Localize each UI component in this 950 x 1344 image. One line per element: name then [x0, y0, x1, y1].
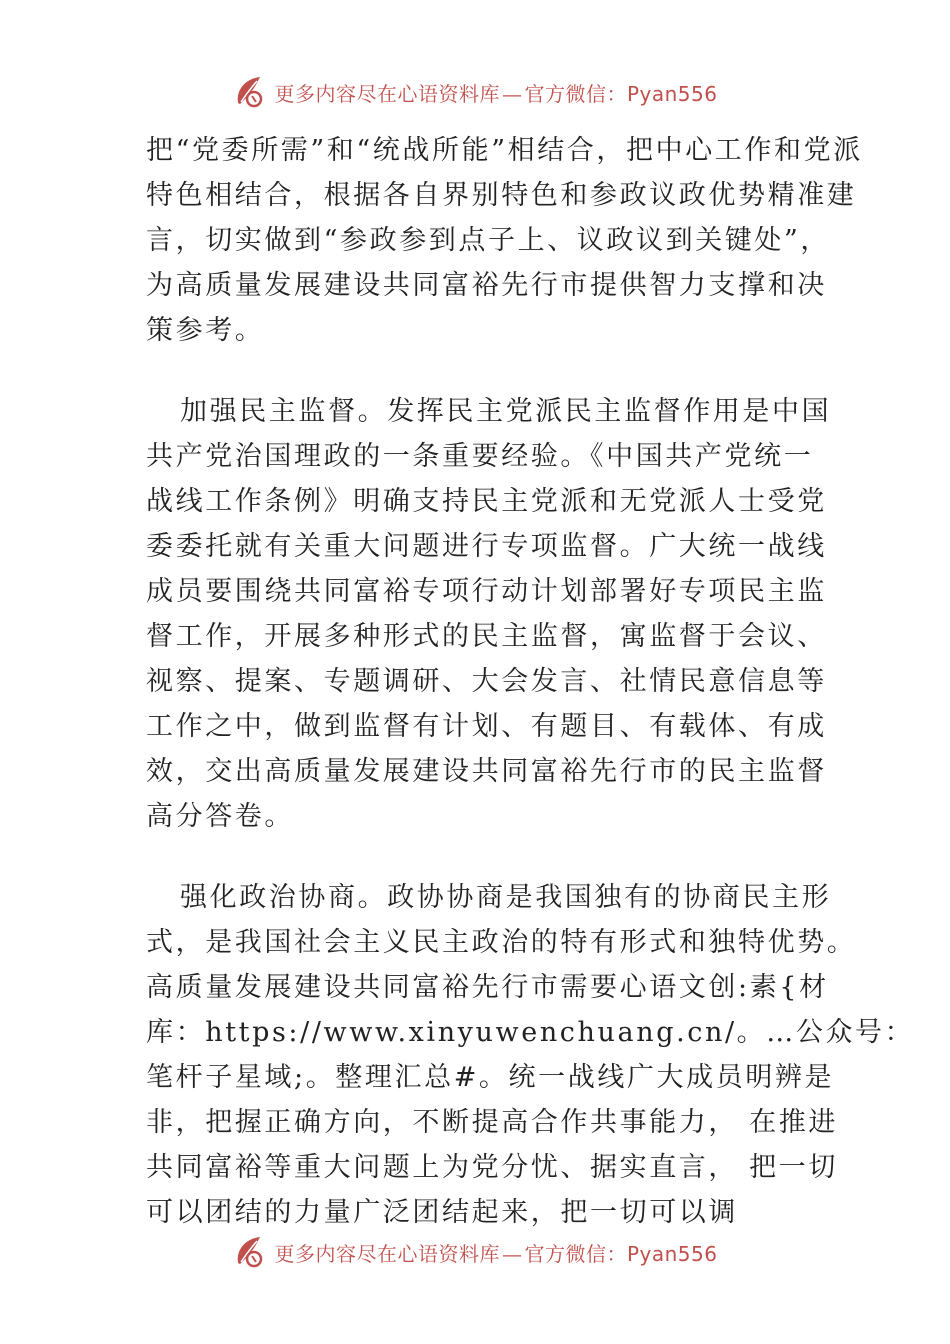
paragraph-1 [146, 128, 863, 353]
text-line: 特色相结合，根据各自界别特色和参政议政优势精准建 [146, 180, 857, 211]
text-line: 共产党治国理政的一条重要经验。《中国共产党统一 [146, 441, 814, 472]
text-line: 强化政治协商。政协协商是我国独有的协商民主形 [180, 882, 832, 913]
footer-banner-text [274, 1238, 717, 1267]
leaf-logo-icon [232, 1233, 270, 1271]
text-line: 成员要围绕共同富裕专项行动计划部署好专项民主监 [146, 576, 827, 607]
header-banner-dash: — [501, 81, 523, 106]
text-line: 可以团结的力量广泛团结起来，把一切可以调 [146, 1197, 738, 1228]
text-line: 加强民主监督。发挥民主党派民主监督作用是中国 [180, 396, 832, 427]
leaf-logo-icon [232, 73, 270, 111]
text-line: 为高质量发展建设共同富裕先行市提供智力支撑和决 [146, 270, 827, 301]
text-line: 高质量发展建设共同富裕先行市需要心语文创:素{材 [146, 972, 829, 1003]
paragraph-3 [146, 875, 915, 1235]
text-line: 视察、提案、专题调研、大会发言、社情民意信息等 [146, 666, 827, 697]
header-contact: 官方微信：Pyan556 [524, 81, 718, 106]
header-banner-title: 更多内容尽在心语资料库 [274, 81, 500, 106]
text-line: 高分答卷。 [146, 801, 294, 832]
text-line: 把“党委所需”和“统战所能”相结合，把中心工作和党派 [146, 135, 863, 166]
text-line: 式，是我国社会主义民主政治的特有形式和独特优势。 [146, 927, 857, 958]
text-line: 效，交出高质量发展建设共同富裕先行市的民主监督 [146, 756, 827, 787]
footer-contact: 官方微信：Pyan556 [524, 1241, 718, 1266]
document-body [146, 128, 915, 1271]
footer-banner-title: 更多内容尽在心语资料库 [274, 1241, 500, 1266]
text-line: 库：https://www.xinyuwenchuang.cn/。…公众号： [146, 1017, 915, 1048]
text-line: 战线工作条例》明确支持民主党派和无党派人士受党 [146, 486, 827, 517]
text-line: 策参考。 [146, 315, 265, 346]
text-line: 笔杆子星域;。整理汇总#。统一战线广大成员明辨是 [146, 1062, 835, 1093]
text-line: 委委托就有关重大问题进行专项监督。广大统一战线 [146, 531, 827, 562]
header-banner-text [274, 78, 717, 107]
footer-banner-dash: — [501, 1241, 523, 1266]
text-line: 非，把握正确方向，不断提高合作共事能力， 在推进 [146, 1107, 838, 1138]
header-banner [0, 72, 950, 112]
text-line: 工作之中，做到监督有计划、有题目、有载体、有成 [146, 711, 827, 742]
footer-banner [0, 1232, 950, 1272]
text-line: 督工作，开展多种形式的民主监督，寓监督于会议、 [146, 621, 827, 652]
text-line: 言，切实做到“参政参到点子上、议政议到关键处”， [146, 225, 831, 256]
text-line: 共同富裕等重大问题上为党分忧、据实直言， 把一切 [146, 1152, 838, 1183]
paragraph-2 [146, 389, 832, 839]
